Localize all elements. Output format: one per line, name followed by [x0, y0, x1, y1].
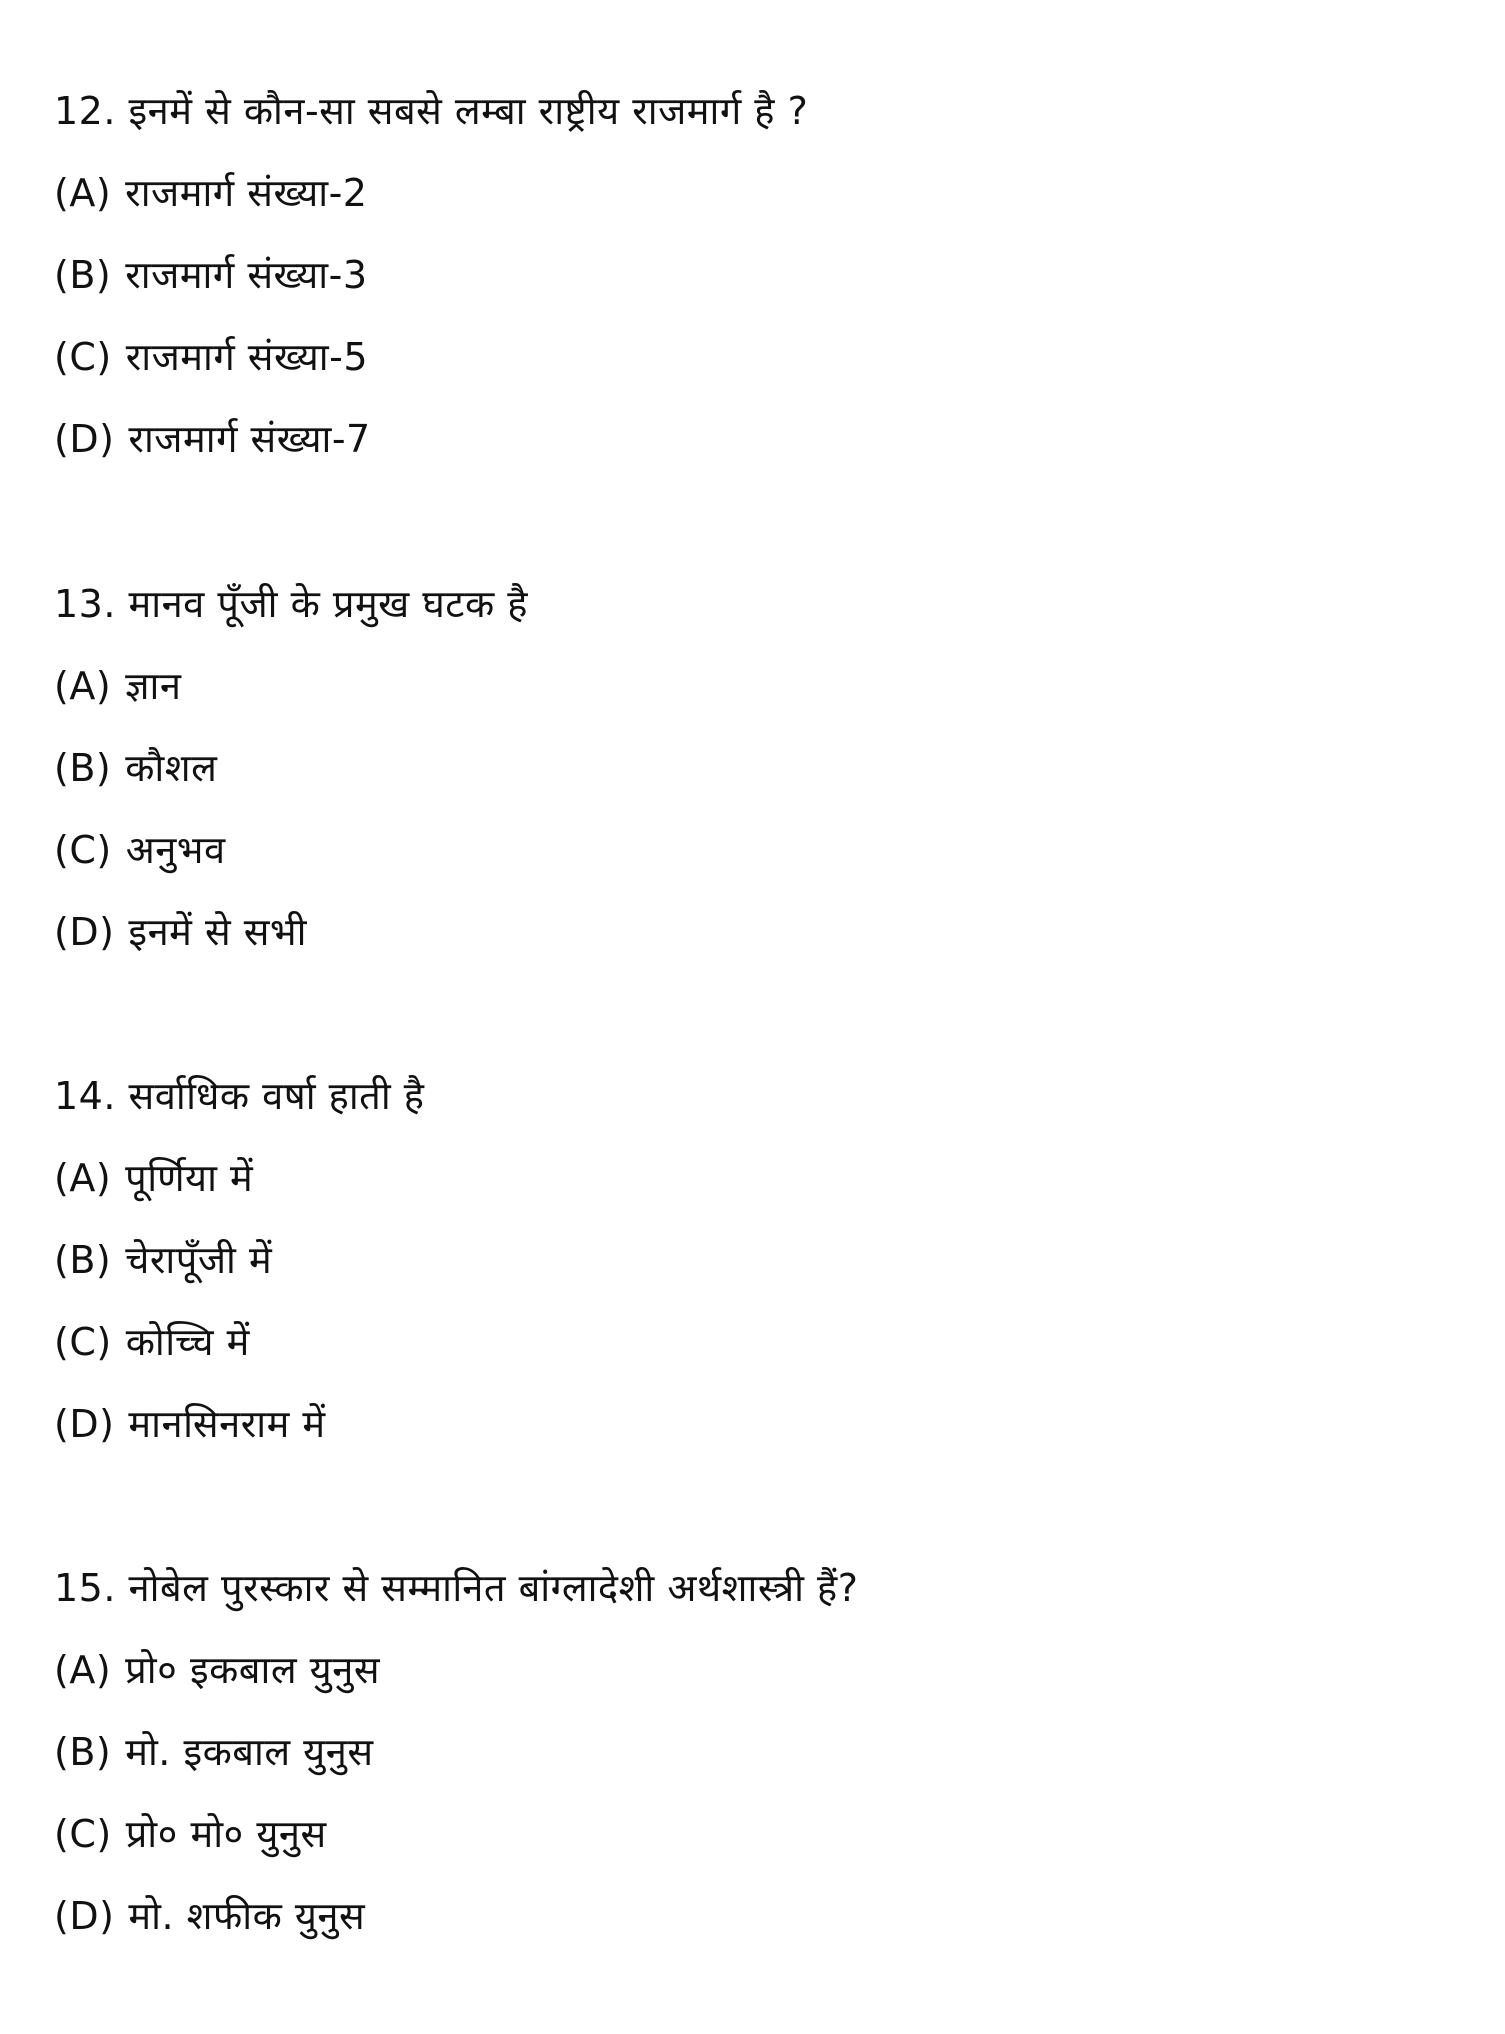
option-text: मानसिनराम में: [128, 1402, 326, 1446]
option-b: [54, 727, 1454, 809]
option-label: (B): [54, 1238, 112, 1282]
option-label: (A): [54, 171, 112, 215]
question-stem: [54, 1547, 1454, 1629]
option-text: राजमार्ग संख्या-2: [125, 171, 368, 215]
option-text: प्रो० मो० युनुस: [125, 1812, 327, 1856]
question-13: [54, 563, 1454, 973]
option-label: (B): [54, 746, 112, 790]
option-label: (C): [54, 828, 112, 872]
option-a: [54, 1137, 1454, 1219]
option-a: [54, 645, 1454, 727]
option-text: कौशल: [125, 746, 218, 790]
option-a: [54, 1629, 1454, 1711]
question-14: [54, 1055, 1454, 1465]
option-d: [54, 1875, 1454, 1957]
option-label: (D): [54, 417, 115, 461]
option-text: चेरापूँजी में: [125, 1238, 273, 1282]
question-stem: [54, 70, 1454, 152]
option-label: (A): [54, 1648, 112, 1692]
option-c: [54, 316, 1454, 398]
option-text: मो. शफीक युनुस: [128, 1894, 366, 1938]
option-text: राजमार्ग संख्या-3: [125, 253, 368, 297]
option-label: (A): [54, 664, 112, 708]
option-label: (D): [54, 910, 115, 954]
option-label: (C): [54, 335, 112, 379]
option-text: अनुभव: [125, 828, 226, 872]
option-d: [54, 1383, 1454, 1465]
option-label: (C): [54, 1812, 112, 1856]
question-stem: [54, 563, 1454, 645]
option-c: [54, 1793, 1454, 1875]
option-c: [54, 809, 1454, 891]
option-label: (C): [54, 1320, 112, 1364]
question-12: [54, 70, 1454, 480]
option-text: पूर्णिया में: [125, 1156, 254, 1200]
option-label: (D): [54, 1894, 115, 1938]
option-text: इनमें से सभी: [128, 910, 307, 954]
option-b: [54, 234, 1454, 316]
option-b: [54, 1219, 1454, 1301]
option-text: प्रो० इकबाल युनुस: [125, 1648, 381, 1692]
option-b: [54, 1711, 1454, 1793]
option-label: (B): [54, 1730, 112, 1774]
option-label: (A): [54, 1156, 112, 1200]
option-text: राजमार्ग संख्या-5: [125, 335, 368, 379]
option-text: राजमार्ग संख्या-7: [128, 417, 371, 461]
option-text: ज्ञान: [125, 664, 182, 708]
question-text: 12. इनमें से कौन-सा सबसे लम्बा राष्ट्रीय राजमार्ग है ?: [54, 89, 809, 133]
question-stem: [54, 1055, 1454, 1137]
option-a: [54, 152, 1454, 234]
option-d: [54, 891, 1454, 973]
option-d: [54, 398, 1454, 480]
question-text: 14. सर्वाधिक वर्षा हाती है: [54, 1074, 425, 1118]
question-15: [54, 1547, 1454, 1957]
option-text: कोच्चि में: [125, 1320, 250, 1364]
option-c: [54, 1301, 1454, 1383]
option-text: मो. इकबाल युनुस: [125, 1730, 374, 1774]
option-label: (D): [54, 1402, 115, 1446]
option-label: (B): [54, 253, 112, 297]
question-text: 15. नोबेल पुरस्कार से सम्मानित बांग्लादेशी अर्थशास्त्री हैं?: [54, 1566, 859, 1610]
question-text: 13. मानव पूँजी के प्रमुख घटक है: [54, 582, 528, 626]
